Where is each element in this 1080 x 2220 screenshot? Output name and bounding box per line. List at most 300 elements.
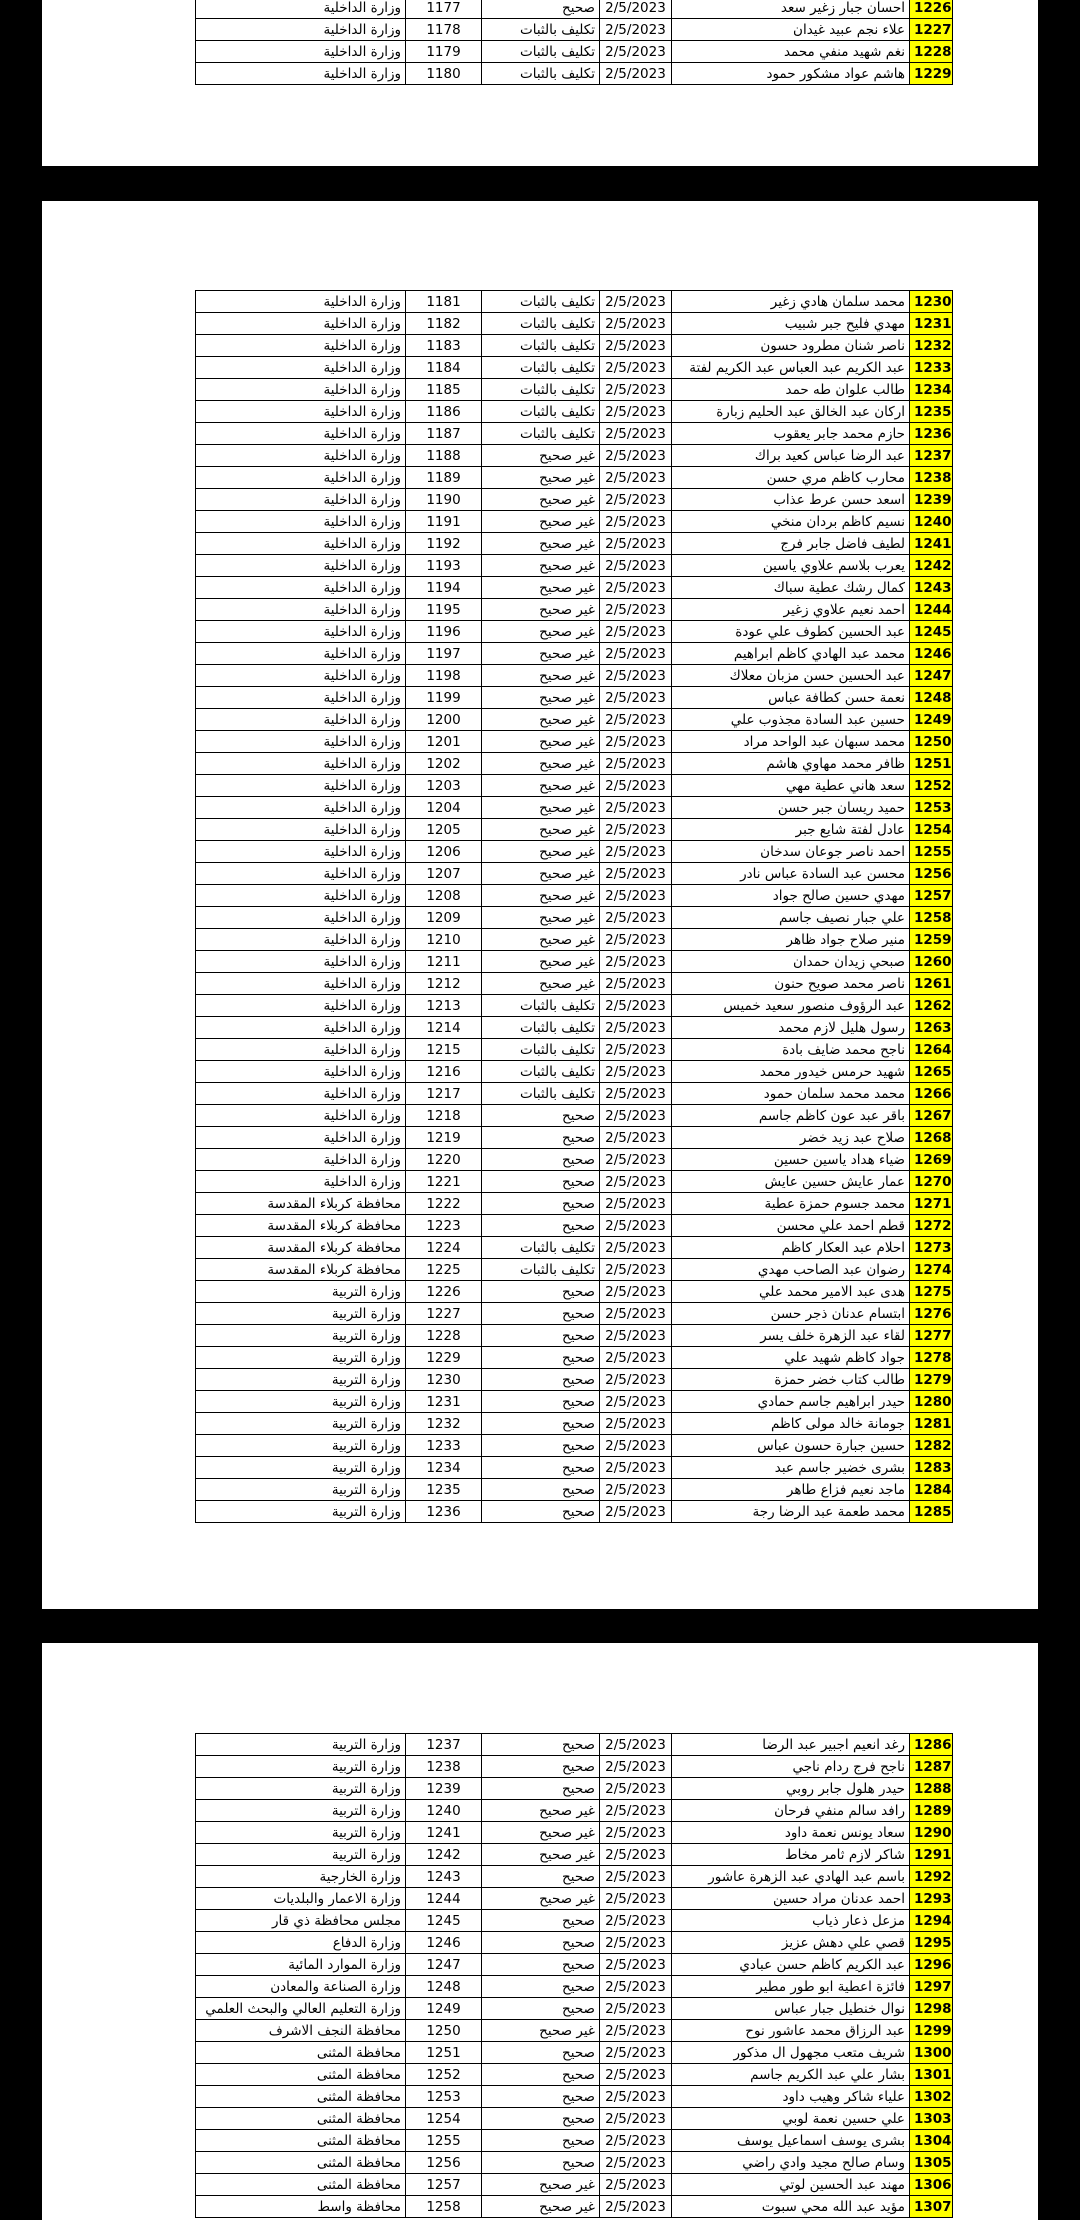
cell-date: 2/5/2023 [600,621,672,643]
cell-status: صحيح [482,1932,600,1954]
cell-ministry: وزارة الداخلية [196,1017,406,1039]
cell-ministry: وزارة الداخلية [196,1105,406,1127]
cell-name: عادل لفتة شايع جبر [672,819,910,841]
cell-ministry: وزارة التربية [196,1413,406,1435]
cell-name: احمد عدنان مراد حسين [672,1888,910,1910]
cell-status: تكليف بالثبات [482,379,600,401]
cell-ministry: وزارة التربية [196,1435,406,1457]
cell-date: 2/5/2023 [600,379,672,401]
cell-name: حسين جبارة حسون عباس [672,1435,910,1457]
cell-status: غير صحيح [482,1822,600,1844]
cell-sequence: 1226 [910,0,953,19]
cell-name: عبد الرضا عباس كعيد براك [672,445,910,467]
cell-status: غير صحيح [482,555,600,577]
cell-record-number: 1215 [406,1039,482,1061]
cell-record-number: 1207 [406,863,482,885]
cell-sequence: 1233 [910,357,953,379]
cell-date: 2/5/2023 [600,1149,672,1171]
cell-status: صحيح [482,2152,600,2174]
cell-status: غير صحيح [482,1844,600,1866]
cell-ministry: وزارة الداخلية [196,511,406,533]
cell-status: غير صحيح [482,1800,600,1822]
cell-date: 2/5/2023 [600,291,672,313]
cell-name: شهيد حرمس خيدور محمد [672,1061,910,1083]
cell-sequence: 1242 [910,555,953,577]
cell-date: 2/5/2023 [600,1017,672,1039]
cell-record-number: 1187 [406,423,482,445]
cell-ministry: محافظة المثنى [196,2064,406,2086]
cell-sequence: 1245 [910,621,953,643]
cell-ministry: وزارة الداخلية [196,995,406,1017]
cell-record-number: 1177 [406,0,482,19]
cell-status: صحيح [482,1391,600,1413]
cell-date: 2/5/2023 [600,1105,672,1127]
cell-sequence: 1260 [910,951,953,973]
cell-date: 2/5/2023 [600,797,672,819]
table-row [196,1910,953,1932]
cell-name: رضوان عبد الصاحب مهدي [672,1259,910,1281]
cell-sequence: 1304 [910,2130,953,2152]
cell-date: 2/5/2023 [600,1457,672,1479]
cell-record-number: 1228 [406,1325,482,1347]
cell-status: صحيح [482,1171,600,1193]
cell-status: غير صحيح [482,797,600,819]
table-row [196,1303,953,1325]
cell-status: صحيح [482,1756,600,1778]
table-row [196,489,953,511]
cell-status: تكليف بالثبات [482,401,600,423]
cell-name: اسعد حسن عرط عذاب [672,489,910,511]
cell-name: كمال رشك عطية سباك [672,577,910,599]
cell-sequence: 1259 [910,929,953,951]
cell-ministry: وزارة التربية [196,1778,406,1800]
table-row [196,1756,953,1778]
cell-sequence: 1287 [910,1756,953,1778]
cell-ministry: وزارة الاعمار والبلديات [196,1888,406,1910]
cell-status: تكليف بالثبات [482,423,600,445]
table-row [196,2086,953,2108]
cell-record-number: 1230 [406,1369,482,1391]
cell-status: صحيح [482,1998,600,2020]
cell-ministry: وزارة التعليم العالي والبحث العلمي [196,1998,406,2020]
cell-record-number: 1245 [406,1910,482,1932]
cell-date: 2/5/2023 [600,753,672,775]
cell-status: غير صحيح [482,863,600,885]
cell-record-number: 1248 [406,1976,482,1998]
cell-status: صحيح [482,1127,600,1149]
table-row [196,1347,953,1369]
cell-sequence: 1262 [910,995,953,1017]
cell-record-number: 1208 [406,885,482,907]
cell-sequence: 1254 [910,819,953,841]
cell-ministry: وزارة الداخلية [196,951,406,973]
cell-record-number: 1239 [406,1778,482,1800]
cell-sequence: 1235 [910,401,953,423]
table-row [196,2152,953,2174]
table-row [196,1325,953,1347]
cell-sequence: 1267 [910,1105,953,1127]
cell-record-number: 1221 [406,1171,482,1193]
cell-record-number: 1216 [406,1061,482,1083]
table-row [196,401,953,423]
cell-ministry: وزارة التربية [196,1501,406,1523]
table-row [196,1976,953,1998]
table-row [196,2042,953,2064]
cell-status: غير صحيح [482,753,600,775]
cell-name: محارب كاظم مري حسن [672,467,910,489]
cell-status: صحيح [482,1413,600,1435]
cell-ministry: وزارة التربية [196,1369,406,1391]
cell-record-number: 1232 [406,1413,482,1435]
cell-date: 2/5/2023 [600,1413,672,1435]
cell-name: ماجد نعيم فزاع طاهر [672,1479,910,1501]
cell-date: 2/5/2023 [600,2020,672,2042]
cell-record-number: 1201 [406,731,482,753]
cell-ministry: وزارة الداخلية [196,643,406,665]
cell-sequence: 1239 [910,489,953,511]
cell-date: 2/5/2023 [600,1976,672,1998]
cell-name: شريف متعب مجهول ال مذكور [672,2042,910,2064]
cell-date: 2/5/2023 [600,863,672,885]
cell-name: نسيم كاظم بردان منخي [672,511,910,533]
cell-record-number: 1191 [406,511,482,533]
cell-ministry: وزارة الداخلية [196,335,406,357]
cell-record-number: 1195 [406,599,482,621]
cell-status: غير صحيح [482,687,600,709]
cell-status: غير صحيح [482,819,600,841]
cell-name: عبد الرزاق محمد عاشور نوح [672,2020,910,2042]
cell-record-number: 1226 [406,1281,482,1303]
cell-ministry: وزارة الداخلية [196,291,406,313]
table-row [196,1083,953,1105]
cell-sequence: 1296 [910,1954,953,1976]
cell-date: 2/5/2023 [600,555,672,577]
cell-name: محمد سبهان عبد الواحد مراد [672,731,910,753]
cell-name: رسول هليل لازم محمد [672,1017,910,1039]
cell-name: محمد طعمة عبد الرضا رجة [672,1501,910,1523]
cell-record-number: 1254 [406,2108,482,2130]
cell-status: صحيح [482,1369,600,1391]
cell-sequence: 1288 [910,1778,953,1800]
cell-ministry: وزارة الداخلية [196,401,406,423]
cell-ministry: وزارة التربية [196,1479,406,1501]
cell-status: غير صحيح [482,1888,600,1910]
cell-status: غير صحيح [482,643,600,665]
cell-name: حميد ريسان جبر حسن [672,797,910,819]
cell-ministry: وزارة الداخلية [196,731,406,753]
cell-name: مهدي فليح جبر شبيب [672,313,910,335]
cell-date: 2/5/2023 [600,1501,672,1523]
cell-date: 2/5/2023 [600,1800,672,1822]
cell-record-number: 1198 [406,665,482,687]
cell-sequence: 1299 [910,2020,953,2042]
cell-date: 2/5/2023 [600,731,672,753]
cell-ministry: محافظة المثنى [196,2108,406,2130]
cell-date: 2/5/2023 [600,1998,672,2020]
cell-sequence: 1285 [910,1501,953,1523]
cell-name: حسين عبد السادة مجذوب علي [672,709,910,731]
table-row [196,2196,953,2218]
cell-name: نغم شهيد منفي محمد [672,41,910,63]
cell-date: 2/5/2023 [600,0,672,19]
cell-ministry: وزارة الداخلية [196,357,406,379]
cell-date: 2/5/2023 [600,1435,672,1457]
table-row [196,2020,953,2042]
table-row [196,863,953,885]
cell-ministry: وزارة الداخلية [196,0,406,19]
cell-ministry: وزارة الدفاع [196,1932,406,1954]
cell-record-number: 1236 [406,1501,482,1523]
table-row [196,1171,953,1193]
cell-sequence: 1231 [910,313,953,335]
table-row [196,1061,953,1083]
cell-sequence: 1264 [910,1039,953,1061]
cell-date: 2/5/2023 [600,41,672,63]
cell-sequence: 1286 [910,1734,953,1756]
cell-date: 2/5/2023 [600,709,672,731]
cell-name: علياء شاكر وهيب داود [672,2086,910,2108]
cell-ministry: محافظة كربلاء المقدسة [196,1237,406,1259]
cell-name: ابتسام عدنان ذجر حسن [672,1303,910,1325]
cell-name: علي حسين نعمة لوبي [672,2108,910,2130]
cell-status: صحيح [482,1734,600,1756]
cell-date: 2/5/2023 [600,423,672,445]
table-row [196,907,953,929]
cell-status: صحيح [482,1281,600,1303]
cell-name: جومانة خالد مولى كاظم [672,1413,910,1435]
cell-date: 2/5/2023 [600,819,672,841]
cell-name: لقاء عبد الزهرة خلف يسر [672,1325,910,1347]
cell-record-number: 1223 [406,1215,482,1237]
table-row [196,599,953,621]
cell-record-number: 1257 [406,2174,482,2196]
cell-status: غير صحيح [482,533,600,555]
cell-sequence: 1282 [910,1435,953,1457]
cell-name: فائزة اعطية ابو طور مطير [672,1976,910,1998]
cell-record-number: 1218 [406,1105,482,1127]
cell-name: اركان عبد الخالق عبد الحليم زبارة [672,401,910,423]
cell-date: 2/5/2023 [600,1932,672,1954]
cell-record-number: 1180 [406,63,482,85]
cell-name: ناجح محمد ضايف بادة [672,1039,910,1061]
cell-name: ناصر شنان مطرود حسون [672,335,910,357]
cell-date: 2/5/2023 [600,1193,672,1215]
table-row [196,313,953,335]
cell-status: تكليف بالثبات [482,291,600,313]
cell-status: تكليف بالثبات [482,1083,600,1105]
table-row [196,1954,953,1976]
cell-status: صحيح [482,1479,600,1501]
cell-ministry: مجلس محافظة ذي قار [196,1910,406,1932]
cell-sequence: 1302 [910,2086,953,2108]
cell-name: عبد الرؤوف منصور سعيد خميس [672,995,910,1017]
cell-status: غير صحيح [482,951,600,973]
cell-name: محمد محمد سلمان حمود [672,1083,910,1105]
table-row [196,1017,953,1039]
cell-record-number: 1237 [406,1734,482,1756]
table-row [196,1501,953,1523]
cell-sequence: 1289 [910,1800,953,1822]
cell-sequence: 1230 [910,291,953,313]
cell-sequence: 1243 [910,577,953,599]
cell-status: غير صحيح [482,445,600,467]
cell-ministry: وزارة الداخلية [196,819,406,841]
cell-status: غير صحيح [482,775,600,797]
document-page-1 [42,0,1038,166]
table-row [196,1866,953,1888]
cell-sequence: 1279 [910,1369,953,1391]
cell-date: 2/5/2023 [600,907,672,929]
cell-date: 2/5/2023 [600,63,672,85]
cell-sequence: 1292 [910,1866,953,1888]
cell-status: صحيح [482,1910,600,1932]
cell-status: تكليف بالثبات [482,1237,600,1259]
cell-record-number: 1219 [406,1127,482,1149]
cell-status: صحيح [482,1193,600,1215]
cell-ministry: وزارة التربية [196,1844,406,1866]
table-row [196,1844,953,1866]
cell-record-number: 1244 [406,1888,482,1910]
cell-name: طالب علوان طه حمد [672,379,910,401]
cell-status: صحيح [482,1347,600,1369]
cell-name: يعرب بلاسم علاوي ياسين [672,555,910,577]
cell-record-number: 1247 [406,1954,482,1976]
cell-ministry: وزارة الداخلية [196,687,406,709]
cell-ministry: وزارة الداخلية [196,841,406,863]
cell-sequence: 1301 [910,2064,953,2086]
records-table [195,290,953,1523]
cell-record-number: 1233 [406,1435,482,1457]
cell-ministry: وزارة الداخلية [196,1127,406,1149]
cell-record-number: 1250 [406,2020,482,2042]
cell-status: غير صحيح [482,511,600,533]
cell-ministry: وزارة الداخلية [196,929,406,951]
table-row [196,1998,953,2020]
cell-ministry: وزارة التربية [196,1303,406,1325]
cell-date: 2/5/2023 [600,885,672,907]
cell-ministry: وزارة الموارد المائية [196,1954,406,1976]
cell-sequence: 1307 [910,2196,953,2218]
cell-ministry: وزارة الداخلية [196,1171,406,1193]
cell-record-number: 1255 [406,2130,482,2152]
table-row [196,951,953,973]
table-row [196,63,953,85]
cell-name: صبحي زيدان حمدان [672,951,910,973]
cell-record-number: 1179 [406,41,482,63]
table-row [196,1413,953,1435]
cell-name: ظافر محمد مهاوي هاشم [672,753,910,775]
cell-sequence: 1251 [910,753,953,775]
cell-name: طالب كتاب خضر حمزة [672,1369,910,1391]
cell-ministry: وزارة التربية [196,1347,406,1369]
cell-ministry: وزارة الداخلية [196,973,406,995]
cell-ministry: وزارة الداخلية [196,665,406,687]
cell-sequence: 1237 [910,445,953,467]
cell-sequence: 1241 [910,533,953,555]
cell-name: ناجح فرج ردام ناجي [672,1756,910,1778]
cell-status: تكليف بالثبات [482,357,600,379]
cell-record-number: 1243 [406,1866,482,1888]
table-row [196,731,953,753]
cell-sequence: 1290 [910,1822,953,1844]
table-row [196,1932,953,1954]
cell-date: 2/5/2023 [600,313,672,335]
cell-name: ناصر محمد صويح حنون [672,973,910,995]
cell-status: غير صحيح [482,907,600,929]
cell-ministry: وزارة الداخلية [196,577,406,599]
cell-date: 2/5/2023 [600,973,672,995]
cell-date: 2/5/2023 [600,1391,672,1413]
cell-sequence: 1240 [910,511,953,533]
cell-date: 2/5/2023 [600,489,672,511]
cell-date: 2/5/2023 [600,1259,672,1281]
cell-status: تكليف بالثبات [482,1061,600,1083]
cell-name: علي جبار نصيف جاسم [672,907,910,929]
table-row [196,577,953,599]
cell-sequence: 1283 [910,1457,953,1479]
cell-date: 2/5/2023 [600,643,672,665]
cell-status: تكليف بالثبات [482,63,600,85]
table-row [196,1888,953,1910]
table-row [196,1822,953,1844]
table-row [196,1039,953,1061]
cell-sequence: 1305 [910,2152,953,2174]
table-row [196,1391,953,1413]
cell-name: قصي علي دهش عزيز [672,1932,910,1954]
table-row [196,973,953,995]
cell-sequence: 1298 [910,1998,953,2020]
cell-record-number: 1181 [406,291,482,313]
cell-date: 2/5/2023 [600,2064,672,2086]
cell-record-number: 1190 [406,489,482,511]
cell-name: سعاد يونس نعمة داود [672,1822,910,1844]
cell-name: عبد الحسين كطوف علي عودة [672,621,910,643]
cell-name: علاء نجم عبيد غيدان [672,19,910,41]
cell-date: 2/5/2023 [600,1237,672,1259]
table-row [196,775,953,797]
cell-ministry: وزارة الداخلية [196,467,406,489]
cell-status: غير صحيح [482,577,600,599]
cell-sequence: 1238 [910,467,953,489]
cell-status: صحيح [482,2086,600,2108]
table-row [196,2130,953,2152]
table-row [196,555,953,577]
cell-date: 2/5/2023 [600,775,672,797]
cell-status: غير صحيح [482,885,600,907]
cell-date: 2/5/2023 [600,599,672,621]
table-row [196,2108,953,2130]
cell-record-number: 1234 [406,1457,482,1479]
table-row [196,445,953,467]
cell-ministry: وزارة الداخلية [196,907,406,929]
cell-record-number: 1193 [406,555,482,577]
cell-date: 2/5/2023 [600,1083,672,1105]
cell-name: هدى عبد الامير محمد علي [672,1281,910,1303]
cell-record-number: 1189 [406,467,482,489]
cell-sequence: 1227 [910,19,953,41]
table-row [196,1800,953,1822]
cell-date: 2/5/2023 [600,665,672,687]
cell-date: 2/5/2023 [600,19,672,41]
cell-ministry: وزارة التربية [196,1800,406,1822]
cell-date: 2/5/2023 [600,1215,672,1237]
table-row [196,1237,953,1259]
cell-date: 2/5/2023 [600,2152,672,2174]
cell-record-number: 1241 [406,1822,482,1844]
cell-sequence: 1266 [910,1083,953,1105]
cell-name: احمد نعيم علاوي زغير [672,599,910,621]
cell-date: 2/5/2023 [600,577,672,599]
